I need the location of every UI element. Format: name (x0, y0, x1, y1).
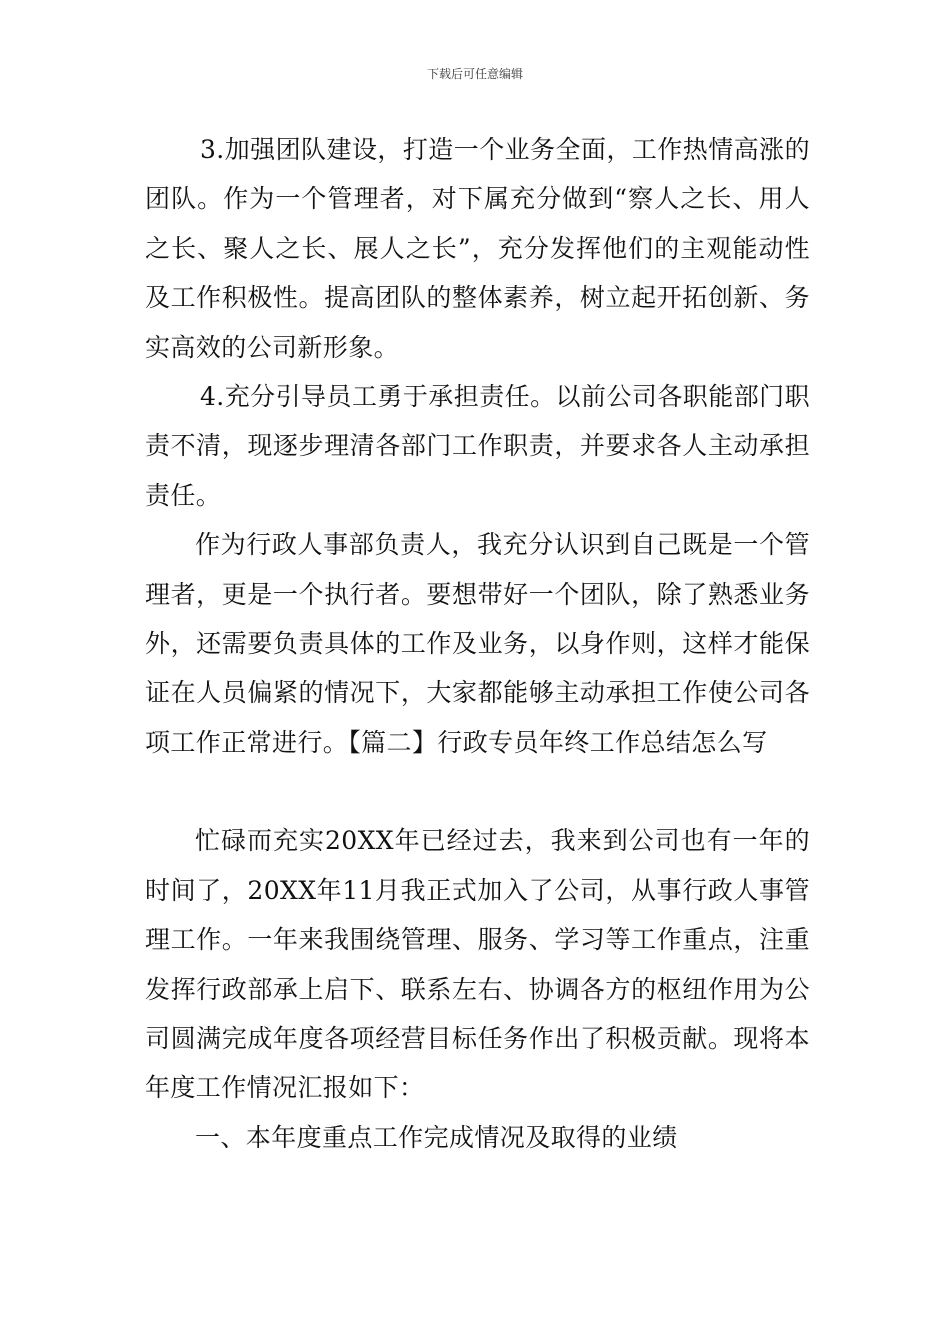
document-body (145, 125, 810, 1162)
paragraph-manager-role: 作为行政人事部负责人，我充分认识到自己既是一个管理者，更是一个执行者。要想带好一个团队，除了熟悉业务外，还需要负责具体的工作及业务，以身作则，这样才能保证在人员偏紧的情况下，大家都能够主动承担工作使公司各项工作正常进行。【篇二】行政专员年终工作总结怎么写 (145, 530, 810, 757)
page-header-note: 下载后可任意编辑 (426, 67, 523, 81)
paragraph-team-building: 3.加强团队建设，打造一个业务全面，工作热情高涨的团队。作为一个管理者，对下属充分做到“察人之长、用人之长、聚人之长、展人之长”，充分发挥他们的主观能动性及工作积极性。提高团队的整体素养，树立起开拓创新、务实高效的公司新形象。 (145, 135, 810, 362)
paragraph-year-summary: 忙碌而充实20XX年已经过去，我来到公司也有一年的时间了，20XX年11月我正式加入了公司，从事行政人事管理工作。一年来我围绕管理、服务、学习等工作重点，注重发挥行政部承上启下、联系左右、协调各方的枢纽作用为公司圆满完成年度各项经营目标任务作出了积极贡献。现将本年度工作情况汇报如下： (145, 826, 810, 1103)
section-heading-key-work: 一、本年度重点工作完成情况及取得的业绩 (195, 1122, 678, 1152)
section-gap (145, 767, 810, 816)
paragraph-responsibility: 4.充分引导员工勇于承担责任。以前公司各职能部门职责不清，现逐步理清各部门工作职责，并要求各人主动承担责任。 (145, 382, 810, 510)
